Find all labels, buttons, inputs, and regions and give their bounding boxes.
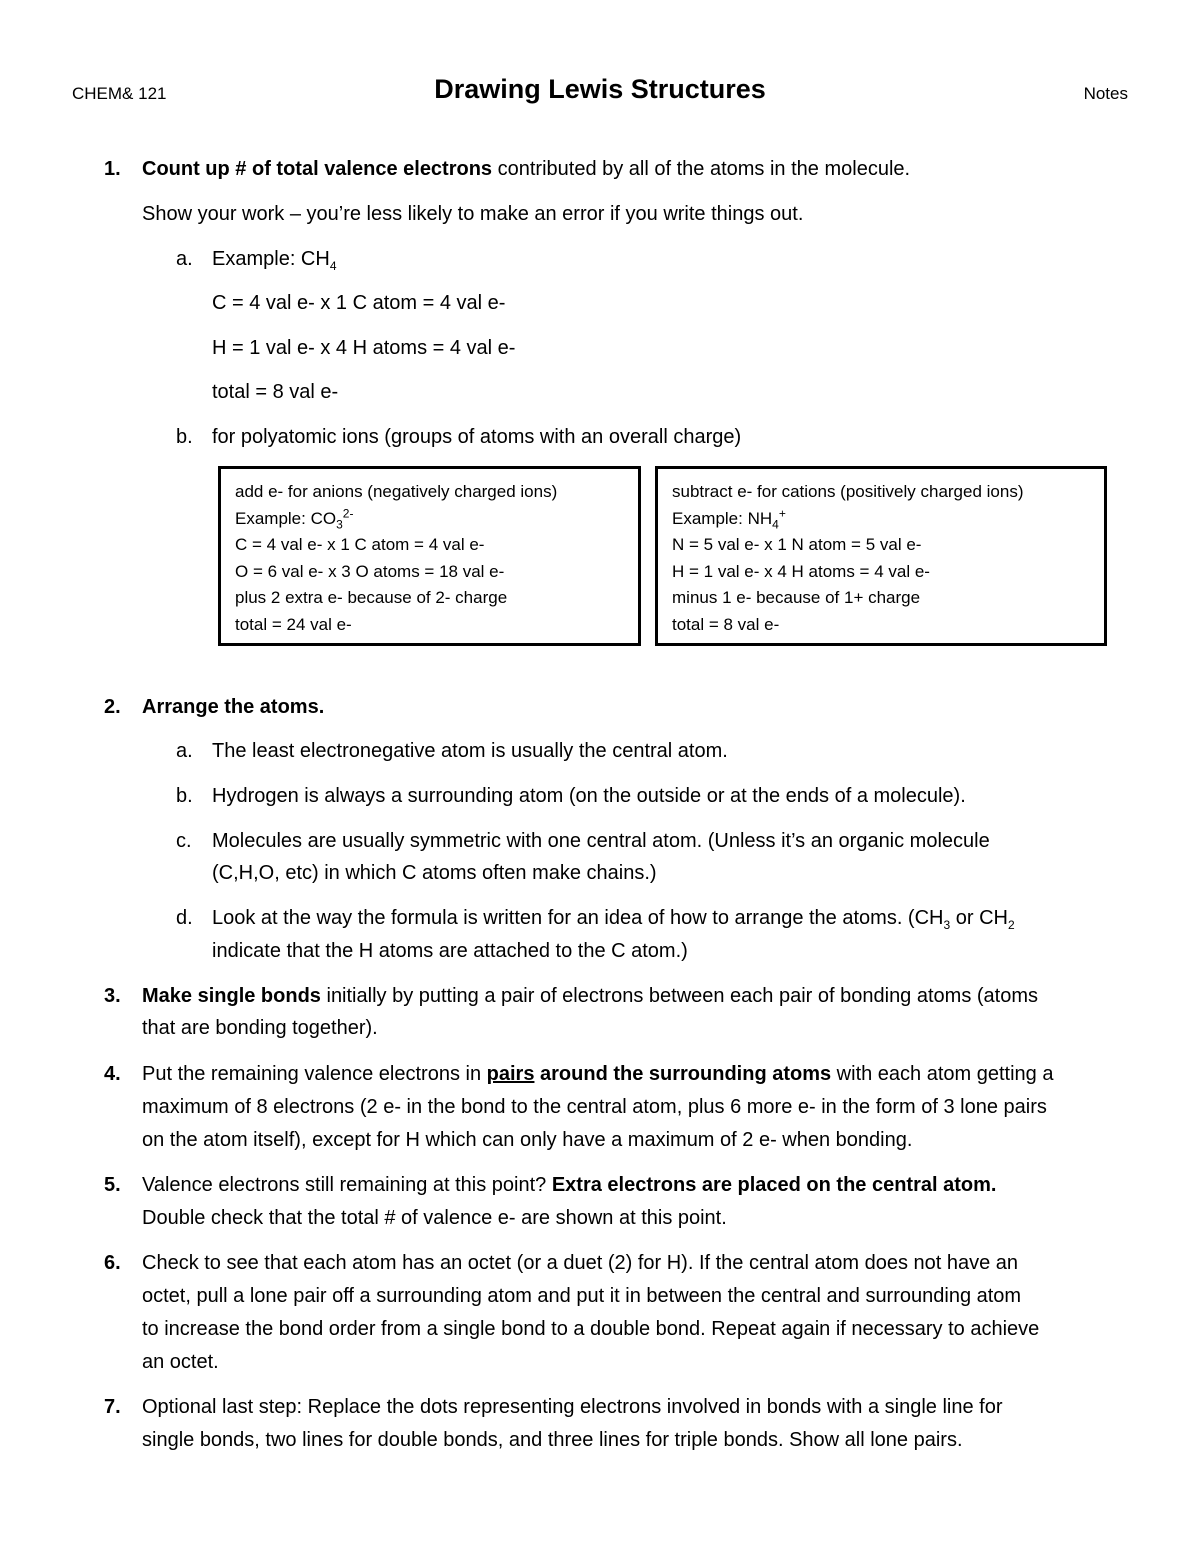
anion-example-sup: 2- [342, 505, 354, 520]
step-2d-letter: d. [176, 907, 193, 929]
step-5-number: 5. [104, 1174, 121, 1196]
page-title: Drawing Lewis Structures [434, 74, 766, 104]
step-1a-example [212, 248, 337, 271]
cation-example-box [655, 466, 1107, 646]
step-4-rest: with each atom getting a [831, 1063, 1054, 1085]
step-2c-letter: c. [176, 830, 192, 852]
step-3-rest: initially by putting a pair of electrons between each pair of bonding atoms (atoms [320, 985, 1039, 1007]
step-2d-line2: indicate that the H atoms are attached to the C atom.) [212, 940, 688, 962]
cation-example [672, 506, 1090, 533]
step-1-note: Show your work – you’re less likely to make an error if you write things out. [142, 203, 804, 225]
step-3-number: 3. [104, 985, 121, 1007]
anion-line3: C = 4 val e- x 1 C atom = 4 val e- [235, 535, 485, 554]
example-ch4-sub: 4 [329, 259, 337, 273]
step-4-line3: on the atom itself), except for H which can only have a maximum of 2 e- when bonding. [142, 1129, 913, 1151]
step-2a-letter: a. [176, 740, 193, 762]
step-2d-line1-b: or CH [950, 907, 1008, 929]
step-2d-line1-a: Look at the way the formula is written for an idea of how to arrange the atoms. (CH [212, 907, 944, 929]
step-4-line2: maximum of 8 electrons (2 e- in the bond to the central atom, plus 6 more e- in the form of 3 lone pairs [142, 1096, 1047, 1118]
step-1a-letter: a. [176, 248, 193, 270]
step-6-number: 6. [104, 1252, 121, 1274]
anion-example-label: Example: CO [235, 508, 337, 528]
step-5-bold: Extra electrons are placed on the central atom. [551, 1174, 997, 1196]
step-1-rest: contributed by all of the atoms in the molecule. [492, 158, 911, 180]
step-3-line1 [142, 985, 1038, 1008]
anion-example-sub: 3 [336, 516, 343, 531]
step-1a-line2: H = 1 val e- x 4 H atoms = 4 val e- [212, 337, 516, 359]
step-5-line1 [142, 1174, 996, 1197]
step-1b-letter: b. [176, 426, 193, 448]
cation-line1: subtract e- for cations (positively charged ions) [672, 482, 1024, 501]
step-2d-line1 [212, 907, 1015, 930]
step-6-line3: to increase the bond order from a single bond to a double bond. Repeat again if necessary to achieve [142, 1318, 1040, 1340]
step-4-pre: Put the remaining valence electrons in [142, 1063, 487, 1085]
step-2d-sub2: 2 [1007, 918, 1015, 932]
step-2c-line1: Molecules are usually symmetric with one central atom. (Unless it’s an organic molecule [212, 830, 990, 852]
step-1-number: 1. [104, 158, 121, 180]
step-1b-text: for polyatomic ions (groups of atoms with an overall charge) [212, 426, 742, 448]
example-ch4-label: Example: CH [212, 248, 330, 270]
anion-example [235, 506, 624, 533]
step-7-number: 7. [104, 1396, 121, 1418]
step-4-underlined: pairs [486, 1063, 535, 1085]
step-2b-letter: b. [176, 785, 193, 807]
cation-line4: H = 1 val e- x 4 H atoms = 4 val e- [672, 561, 930, 581]
step-5-line2: Double check that the total # of valence e- are shown at this point. [142, 1207, 727, 1229]
step-1-text [142, 158, 910, 181]
step-6-line2: octet, pull a lone pair off a surrounding atom and put it in between the central and surrounding atom [142, 1285, 1022, 1307]
step-7-line1: Optional last step: Replace the dots representing electrons involved in bonds with a single line for [142, 1396, 1003, 1418]
step-2-number: 2. [104, 696, 121, 718]
step-1-bold: Count up # of total valence electrons [142, 158, 493, 180]
step-1a-line3: total = 8 val e- [212, 381, 339, 403]
anion-line1: add e- for anions (negatively charged ions) [235, 482, 558, 501]
anion-line5: plus 2 extra e- because of 2- charge [235, 588, 508, 607]
cation-example-sup: + [778, 505, 786, 520]
cation-line3: N = 5 val e- x 1 N atom = 5 val e- [672, 535, 922, 554]
step-5-pre: Valence electrons still remaining at this point? [142, 1174, 552, 1196]
cation-line5: minus 1 e- because of 1+ charge [672, 588, 921, 607]
step-4-line1 [142, 1063, 1053, 1086]
step-7-line2: single bonds, two lines for double bonds, and three lines for triple bonds. Show all lone pairs. [142, 1429, 963, 1451]
doc-type-label: Notes [1083, 84, 1128, 103]
step-3-bold: Make single bonds [142, 985, 321, 1007]
course-code: CHEM& 121 [72, 84, 167, 103]
cation-line6: total = 8 val e- [672, 614, 780, 634]
step-2c-line2: (C,H,O, etc) in which C atoms often make chains.) [212, 862, 657, 884]
step-2d-sub1: 3 [943, 918, 951, 932]
step-6-line1: Check to see that each atom has an octet (or a duet (2) for H). If the central atom does not have an [142, 1252, 1019, 1274]
step-6-line4: an octet. [142, 1351, 219, 1373]
anion-line4: O = 6 val e- x 3 O atoms = 18 val e- [235, 561, 505, 581]
step-2a-text: The least electronegative atom is usually the central atom. [212, 740, 728, 762]
step-1a-line1: C = 4 val e- x 1 C atom = 4 val e- [212, 292, 506, 314]
anion-example-box [218, 466, 641, 646]
cation-example-label: Example: NH [672, 508, 773, 528]
step-2-heading: Arrange the atoms. [142, 696, 325, 718]
step-3-line2: that are bonding together). [142, 1017, 378, 1039]
step-4-number: 4. [104, 1063, 121, 1085]
cation-example-sub: 4 [772, 516, 779, 531]
anion-line6: total = 24 val e- [235, 614, 352, 634]
step-2b-text: Hydrogen is always a surrounding atom (on the outside or at the ends of a molecule). [212, 785, 966, 807]
step-4-bold: around the surrounding atoms [534, 1063, 832, 1085]
